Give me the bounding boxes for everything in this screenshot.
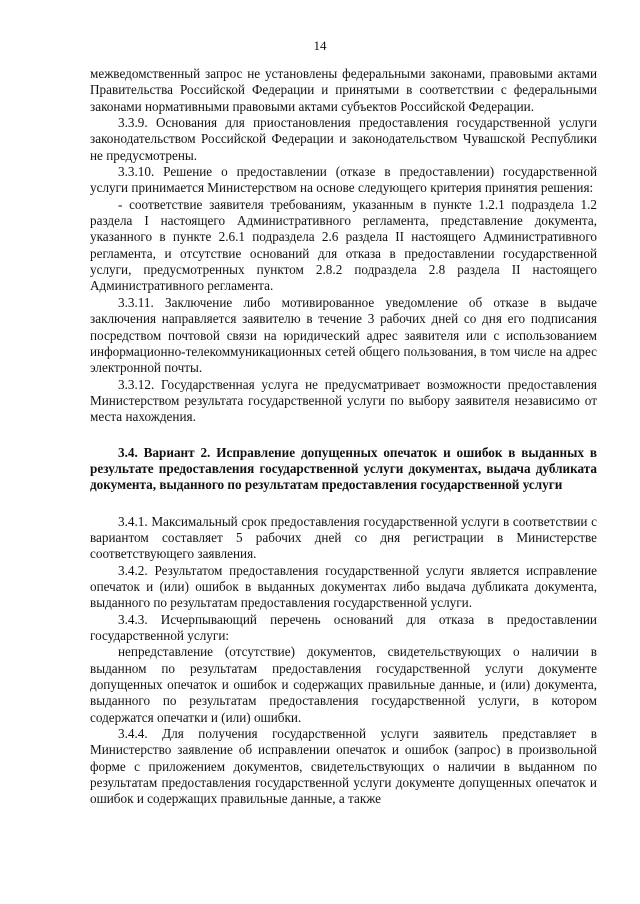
paragraph-3-3-9: 3.3.9. Основания для приостановления предоставления государственной услуги законодательством Российской Федерации и законодательством Чувашской Республики не предусмотрены. <box>90 115 597 163</box>
paragraph-3-3-11: 3.3.11. Заключение либо мотивированное уведомление об отказе в выдаче заключения направляется заявителю в течение 3 рабочих дней со дня его подписания посредством почтовой связи на юридический адрес заявителя или с использованием информационно-телекоммуникационных сетей общего пользования, в том числе на адрес электронной почты. <box>90 294 597 376</box>
paragraph-criteria-item: - соответствие заявителя требованиям, указанным в пункте 1.2.1 подраздела 1.2 раздела I настоящего Административного регламента, представление документа, указанного в пункте 2.6.1 подраздела 2.6 раздела II настоящего Административного регламента, и отсутствие оснований для отказа в предоставлении государственной услуги, предусмотренных пунктом 2.8.2 подраздела 2.8 раздела II настоящего Административного регламента. <box>90 196 597 294</box>
page-number: 14 <box>313 38 327 53</box>
paragraph-3-3-10: 3.3.10. Решение о предоставлении (отказе в предоставлении) государственной услуги принимается Министерством на основе следующего критерия принятия решения: <box>90 164 597 196</box>
paragraph-3-3-12: 3.3.12. Государственная услуга не предусматривает возможности предоставления Министерством результата государственной услуги по выбору заявителя независимо от места нахождения. <box>90 376 597 425</box>
paragraph-3-4-4: 3.4.4. Для получения государственной услуги заявитель представляет в Министерство заявление об исправлении опечаток и ошибок (запрос) в произвольной форме с приложением документов, свидетельствующих о наличии в выданном по результатам предоставления государственной услуги документе допущенных опечаток и ошибок и содержащих правильные данные, а также <box>90 726 597 807</box>
document-body <box>90 66 597 808</box>
paragraph-3-4-3: 3.4.3. Исчерпывающий перечень оснований для отказа в предоставлении государственной услуги: <box>90 611 597 643</box>
paragraph-3-4-2: 3.4.2. Результатом предоставления государственной услуги является исправление опечаток и (или) ошибок в выданных документах либо выдача дубликата документа, выданного по результатам предоставления государственной услуги. <box>90 562 597 611</box>
paragraph-interagency-request: межведомственный запрос не установлены федеральными законами, правовыми актами Правительства Российской Федерации и принятыми в соответствии с федеральными законами нормативными правовыми актами субъектов Российской Федерации. <box>90 66 597 114</box>
paragraph-refusal-ground: непредставление (отсутствие) документов, свидетельствующих о наличии в выданном по результатам предоставления государственной услуги документе допущенных опечаток и ошибок и содержащих правильные данные, и (или) документа, выданного по результатам предоставления государственной услуги, в котором содержатся опечатки и (или) ошибки. <box>90 644 597 725</box>
paragraph-3-4-1: 3.4.1. Максимальный срок предоставления государственной услуги в соответствии с вариантом составляет 5 рабочих дней со дня регистрации в Министерстве соответствующего заявления. <box>90 513 597 562</box>
section-heading-3-4: 3.4. Вариант 2. Исправление допущенных опечаток и ошибок в выданных в результате предоставления государственной услуги документах, выдача дубликата документа, выданного по результатам предоставления государственной услуги <box>90 444 597 493</box>
